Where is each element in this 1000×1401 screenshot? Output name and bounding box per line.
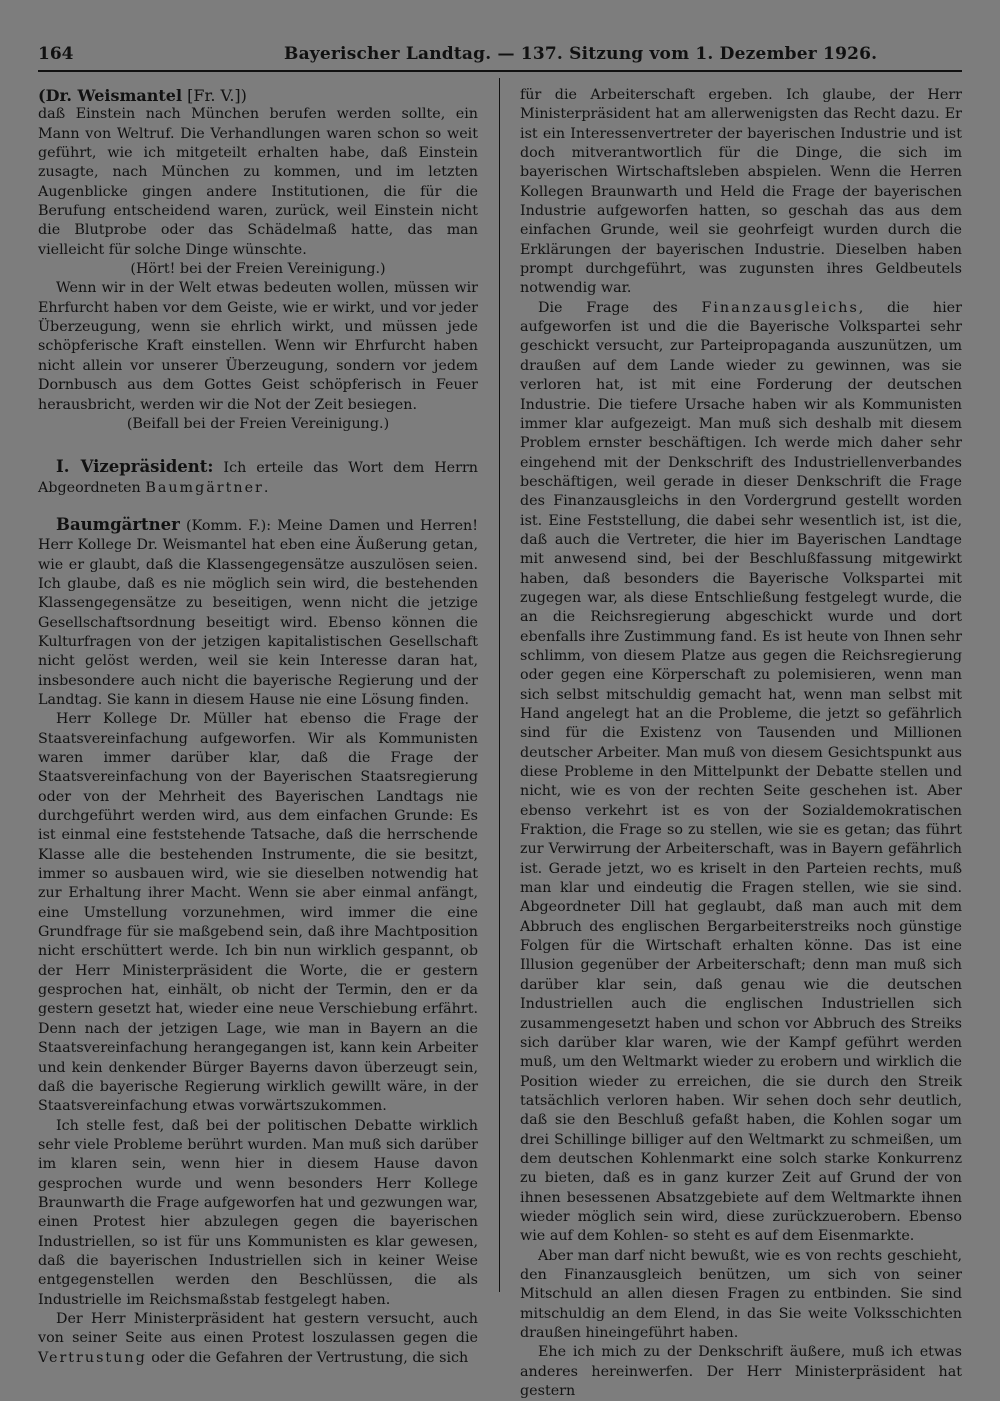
paragraph: Ehe ich mich zu der Denkschrift äußere, muß ich etwas anderes hereinwerfen. Der Herr Ministerpräsident hat gestern: [520, 1344, 962, 1400]
running-speaker: [38, 86, 478, 105]
stage-direction: (Hört! bei der Freien Vereinigung.): [130, 261, 386, 278]
text-run: , die hier aufgeworfen ist und die die Bayerische Volkspartei sehr geschickt versucht, zur Parteipropaganda auszunützen, um draußen auf dem Lande wieder zu gewinnen, was sie verloren hat, ist mit eine Forderung der deutschen Industrie. Die tiefere Ursache haben wir als Kommunisten immer klar aufgezeigt. Man muß sich deshalb mit diesem Problem ernster beschäftigen. Ich werde mich daher sehr eingehend mit der Denkschrift des Industriellenverbandes beschäftigen, weil gerade in dieser Denkschrift die Frage des Finanzausgleichs in den Vordergrund gestellt worden ist. Eine Feststellung, die dabei sehr wesentlich ist, ist die, daß auch die Vertreter, die hier im Bayerischen Landtage mit anwesend sind, bei der Beschlußfassung mitgewirkt haben, daß besonders die Bayerische Volkspartei mit zugegen war, als diese Entschließung festgelegt wurde, die an die Reichsregierung abgeschickt wurde und dort ebenfalls ihre Zustimmung fand. Es ist heute von Ihnen sehr schlimm, von diesem Platze aus gegen die Reichsregierung oder gegen eine Körperschaft zu polemisieren, wenn man sich selbst mitschuldig gemacht hat, wenn man selbst mit Hand angelegt hat an die Probleme, die jetzt so gefährlich sind für die Existenz von Tausenden und Millionen deutscher Arbeiter. Man muß von diesem Gesichtspunkt aus diese Probleme in den Mittelpunkt der Debatte stellen und nicht, wie es von der rechten Seite geschehen ist. Aber ebenso verkehrt ist es von der Sozialdemokratischen Fraktion, die Frage so zu stellen, wie sie es getan; das führt zur Verwirrung der Arbeiterschaft, was in Bayern gefährlich ist. Gerade jetzt, wo es kriselt in den Parteien rechts, muß man klar und eindeutig die Fragen stellen, wie sie sind. Abgeordneter Dill hat geglaubt, daß man auch mit dem Abbruch des englischen Bergarbeiterstreiks noch günstige Folgen für die Wirtschaft erhalten könne. Das ist eine Illusion gegenüber der Arbeiterschaft; denn man muß sich darüber klar sein, daß genau wie die deutschen Industriellen auch die englischen Industriellen sich zusammengesetzt haben und schon vor Abbruch des Streiks sich darüber klar waren, wie der Kampf geführt werden muß, um den Weltmarkt wieder zu erobern und wirklich die Position wieder zu erreichen, die sie durch den Streik tatsächlich verloren haben. Wir sehen doch sehr deutlich, daß sie den Beschluß gefaßt haben, die Kohlen sogar um drei Schillinge billiger auf den Weltmarkt zu schmeißen, um dem deutschen Kohlenmarkt eine solch starke Konkurrenz zu bieten, daß es in ganz kurzer Zeit auf Grund der von ihnen besessenen Absatzgebiete auf dem Weltmarkte ihnen wieder möglich sein wird, diese zurückzuerobern. Ebenso wie auf dem Kohlen- so steht es auf dem Eisenmarkte.: [520, 299, 962, 1245]
emphasized-term: Finanzausgleichs: [701, 299, 859, 316]
page-number: 164: [38, 44, 74, 64]
paragraph: für die Arbeiterschaft ergeben. Ich glaube, der Herr Ministerpräsident hat am allerwenigsten das Recht dazu. Er ist ein Interessenvertreter der bayerischen Industrie und ist doch mitverantwortlich für die Dinge, die sich im bayerischen Wirtschaftsleben abspielen. Wenn die Herren Kollegen Braunwarth und Held die Frage der bayerischen Industrie aufgeworfen hatten, so geschah das aus dem einfachen Grunde, weil sie geohrfeigt wurden durch die Erklärungen der bayerischen Industrie. Dieselben haben prompt durchgeführt, was zugunsten ihres Geldbeutels notwendig war.: [520, 87, 962, 297]
running-title: Bayerischer Landtag. — 137. Sitzung vom 1. Dezember 1926.: [284, 44, 878, 64]
running-speaker-party: [Fr. V.]): [182, 86, 247, 105]
spacer: [38, 498, 478, 515]
text-run: oder die Gefahren der Vertrustung, die sich: [146, 1349, 469, 1366]
paragraph: Aber man darf nicht bewußt, wie es von rechts geschieht, den Finanzausgleich benützen, um sich von seiner Mitschuld an allen diesen Fragen zu entbinden. Sie sind mitschuldig an dem Elend, in das Sie weite Volksschichten draußen hineingeführt haben.: [520, 1247, 962, 1341]
column-divider: [499, 78, 500, 1292]
running-speaker-name: (Dr. Weismantel: [38, 86, 183, 105]
speaker-name: Baumgärtner: [56, 514, 180, 534]
emphasized-term: Vertrustung: [38, 1349, 147, 1366]
right-column: [520, 86, 962, 1401]
text-run: Der Herr Ministerpräsident hat gestern versucht, auch von seiner Seite aus einen Protest loszulassen gegen die: [38, 1310, 478, 1347]
speech-opening: [38, 515, 478, 710]
stage-direction: (Beifall bei der Freien Vereinigung.): [126, 415, 390, 432]
paragraph: [38, 1310, 478, 1368]
header-rule: [38, 70, 962, 72]
speech-text: Meine Damen und Herren! Herr Kollege Dr. Weismantel hat eben eine Äußerung getan, wie er glaubt, daß die Klassengegensätze auszulösen seien. Ich glaube, daß es nie möglich sein wird, die bestehenden Klassengegensätze zu beseitigen, wenn nicht die jetzige Gesellschaftsordnung beseitigt wird. Ebenso können die Kulturfragen von der jetzigen kapitalistischen Gesellschaft nicht gelöst werden, weil sie kein Interesse daran hat, insbesondere auch nicht die bayerische Regierung und der Landtag. Sie kann in diesem Hause nie eine Lösung finden.: [38, 517, 478, 708]
paragraph: [520, 299, 962, 1247]
remark-text: Ich erteile das Wort dem Herrn Abgeordneten: [38, 460, 479, 496]
speaker-name: I. Vizepräsident:: [56, 457, 214, 477]
text-run: Die Frage des: [538, 299, 702, 316]
speaker-party: (Komm. F.):: [179, 517, 278, 534]
paragraph: Herr Kollege Dr. Müller hat ebenso die Frage der Staatsvereinfachung aufgeworfen. Wir als Kommunisten waren immer darüber klar, daß die Frage der Staatsvereinfachung von der Bayerischen Staatsregierung oder von der Mehrheit des Bayerischen Landtags nie durchgeführt werden wird, aus dem einfachen Grunde: Es ist einmal eine feststehende Tatsache, daß die herrschende Klasse alle die bestehenden Instrumente, die sie besitzt, immer so ausbauen wird, wie sie dieselben notwendig hat zur Erhaltung ihrer Macht. Wenn sie aber einmal anfängt, eine Umstellung vorzunehmen, wird immer die eine Grundfrage für sie maßgebend sein, daß ihre Machtposition nicht erschüttert werde. Ich bin nun wirklich gespannt, ob der Herr Ministerpräsident die Worte, die er gestern gesprochen hat, einhält, ob nicht der Termin, den er da gestern gesetzt hat, wieder eine neue Verschiebung erfährt. Denn nach der jetzigen Lage, wie man in Bayern an die Staatsvereinfachung herangegangen ist, kann kein Arbeiter und kein denkender Bürger Bayerns davon überzeugt sein, daß die bayerische Regierung wirklich gewillt wäre, in der Staatsvereinfachung etwas vorwärtszukommen.: [38, 711, 478, 1115]
called-member: Baumgärtner: [145, 479, 264, 496]
page-header: [38, 44, 962, 70]
remark-end: .: [263, 479, 269, 496]
paragraph: Wenn wir in der Welt etwas bedeuten wollen, müssen wir Ehrfurcht haben vor dem Geiste, wie er wirkt, und vor jeder Überzeugung, wenn sie ehrlich wirkt, und müssen jede schöpferische Kraft einstellen. Wenn wir Ehrfurcht haben nicht allein vor unserer Überzeugung, sondern vor jedem Dornbusch aus dem Gottes Geist schöpferisch in Feuer herausbricht, werden wir die Not der Zeit besiegen.: [38, 280, 478, 413]
left-column: [38, 86, 478, 1368]
vice-president-remark: [38, 457, 478, 498]
paragraph: Ich stelle fest, daß bei der politischen Debatte wirklich sehr viele Probleme berührt wurden. Man muß sich darüber im klaren sein, wenn hier in diesem Hause davon gesprochen wurde und wenn besonders Herr Kollege Braunwarth die Frage aufgeworfen hat und gezwungen war, einen Protest hier abzulegen gegen die bayerischen Industriellen, so ist für uns Kommunisten es klar gewesen, daß die bayerischen Industriellen sich in keiner Weise entgegenstellen werden den Beschlüssen, die als Industrielle im Reichsmaßstab festgelegt haben.: [38, 1117, 478, 1308]
paragraph: daß Einstein nach München berufen werden sollte, ein Mann von Weltruf. Die Verhandlungen waren schon so weit geführt, wie ich mitgeteilt erhalten habe, daß Einstein zusagte, nach München zu kommen, und im letzten Augenblicke gingen andere Institutionen, die für die Berufung entscheidend waren, zurück, weil Einstein nicht die Blutprobe oder das Schädelmaß hatte, das man vielleicht für solche Dinge wünschte.: [38, 106, 478, 258]
spacer: [38, 434, 478, 457]
